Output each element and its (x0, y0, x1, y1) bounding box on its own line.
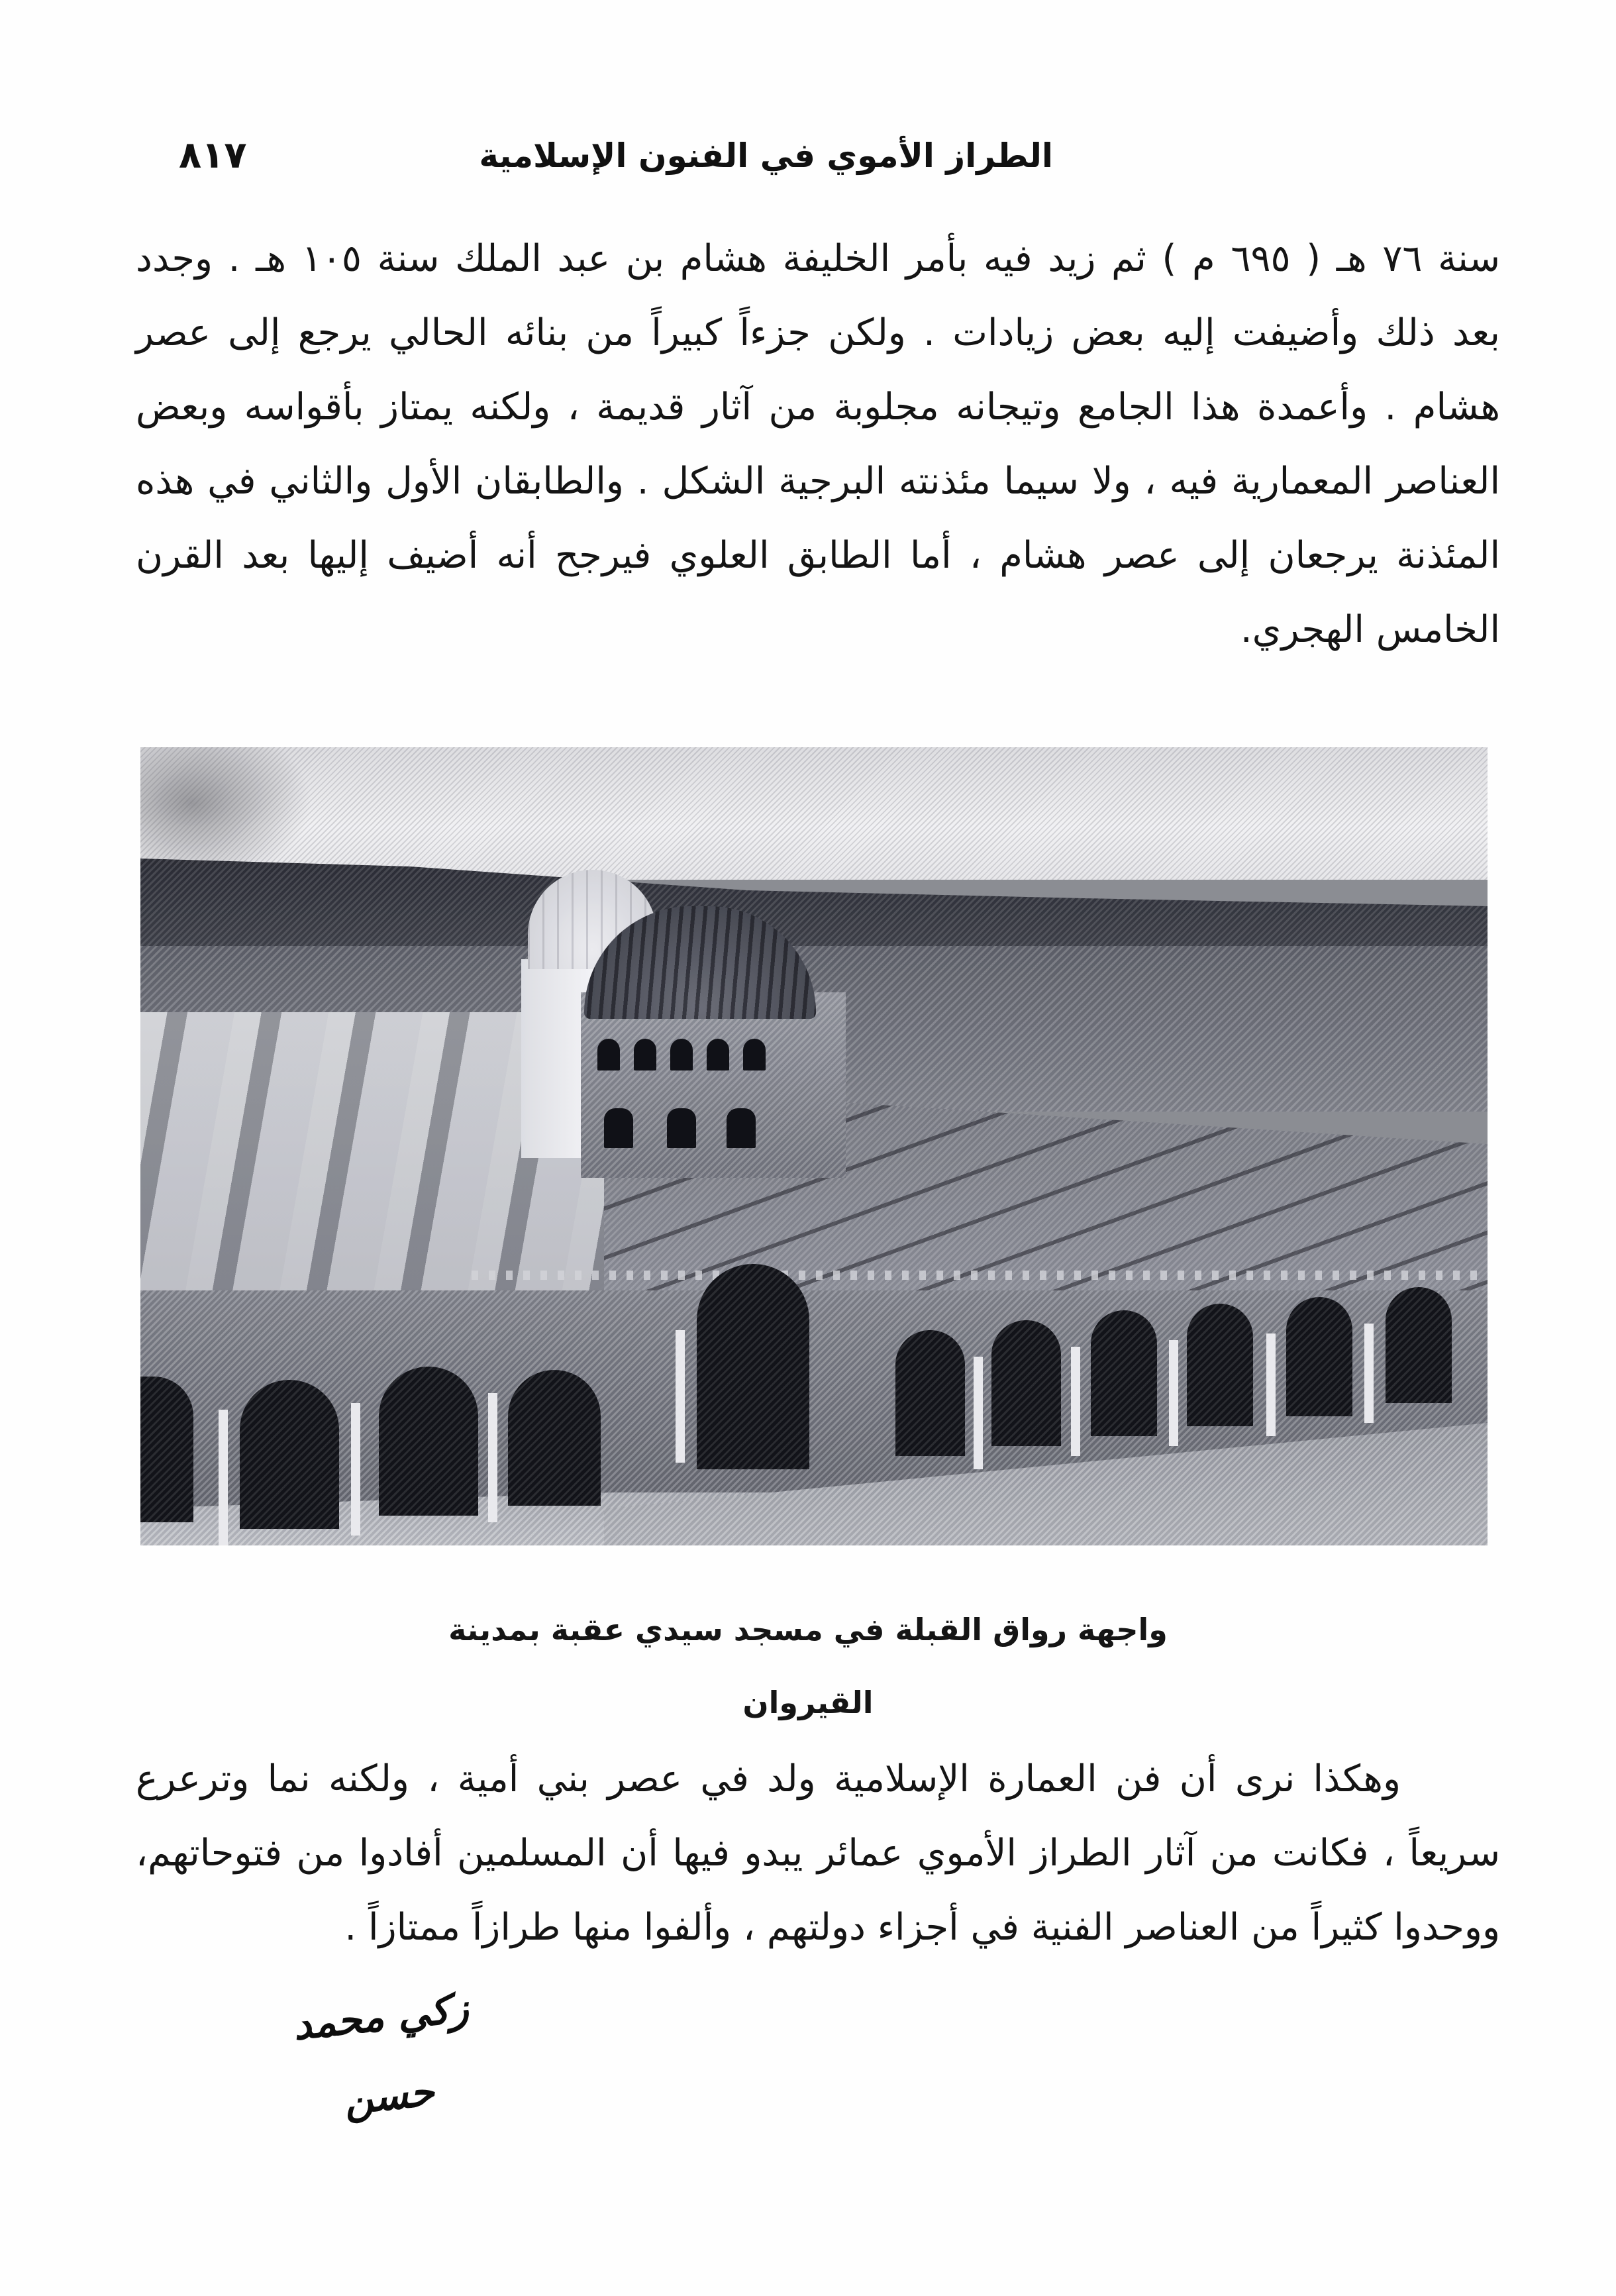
column (1169, 1340, 1178, 1446)
column (1364, 1324, 1374, 1423)
text-line: هشام . وأعمدة هذا الجامع وتيجانه مجلوبة من آثار قديمة ، ولكنه يمتاز بأقواسه وبعض (136, 386, 1500, 429)
drum-window (667, 1108, 696, 1148)
column (974, 1357, 983, 1469)
text-line: سريعاً ، فكانت من آثار الطراز الأموي عمائر يبدو فيها أن المسلمين أفادوا من فتوحاتهم، (136, 1832, 1500, 1875)
mosque-photograph (140, 747, 1488, 1545)
drum-window (743, 1039, 766, 1070)
text-line: المئذنة يرجعان إلى عصر هشام ، أما الطابق العلوي فيرجح أنه أضيف إليها بعد القرن (136, 534, 1500, 577)
drum-window (634, 1039, 656, 1070)
drum-window (604, 1108, 633, 1148)
arch (1386, 1287, 1452, 1403)
page-number: ٨١٧ (179, 134, 247, 177)
central-arch (697, 1264, 809, 1469)
paragraph-minaret-history (136, 222, 1500, 667)
column (488, 1393, 497, 1522)
arch (991, 1320, 1061, 1446)
photo-crenellation (472, 1271, 1488, 1280)
arch (140, 1377, 193, 1522)
drum-window (670, 1039, 693, 1070)
drum-window (727, 1108, 756, 1148)
arch (895, 1330, 965, 1456)
column (676, 1330, 685, 1463)
author-signature: زكي محمد حسن (291, 1985, 471, 2124)
arch (379, 1367, 478, 1516)
arch (240, 1380, 339, 1529)
paragraph-conclusion (136, 1742, 1500, 1965)
column (351, 1403, 360, 1536)
drum-window (597, 1039, 620, 1070)
column (1071, 1347, 1080, 1456)
drum-window (707, 1039, 729, 1070)
arch (508, 1370, 601, 1506)
running-title: الطراز الأموي في الفنون الإسلامية (479, 136, 1053, 175)
text-line: الخامس الهجري. (1240, 608, 1500, 651)
arch (1187, 1304, 1253, 1426)
figure-caption: واجهة رواق القبلة في مسجد سيدي عقبة بمدينة القيروان (448, 1612, 1168, 1720)
text-line: وهكذا نرى أن فن العمارة الإسلامية ولد في عصر بني أمية ، ولكنه نما وترعرع (136, 1757, 1401, 1800)
arch (1091, 1310, 1157, 1436)
column (219, 1410, 228, 1545)
text-line: بعد ذلك وأضيفت إليه بعض زيادات . ولكن جزءاً كبيراً من بنائه الحالي يرجع إلى عصر (136, 311, 1500, 354)
photo-sky (140, 747, 1488, 880)
column (1266, 1333, 1276, 1436)
photo-dome-drum (581, 992, 846, 1178)
arch (1286, 1297, 1352, 1416)
text-line: العناصر المعمارية فيه ، ولا سيما مئذنته البرجية الشكل . والطابقان الأول والثاني في هذه (136, 460, 1500, 503)
text-line: سنة ٧٦ هـ ( ٦٩٥ م ) ثم زيد فيه بأمر الخليفة هشام بن عبد الملك سنة ١٠٥ هـ . وجدد (136, 237, 1500, 280)
running-header (179, 123, 1053, 195)
text-line: ووحدوا كثيراً من العناصر الفنية في أجزاء دولتهم ، وألفوا منها طرازاً ممتازاً . (344, 1906, 1500, 1949)
